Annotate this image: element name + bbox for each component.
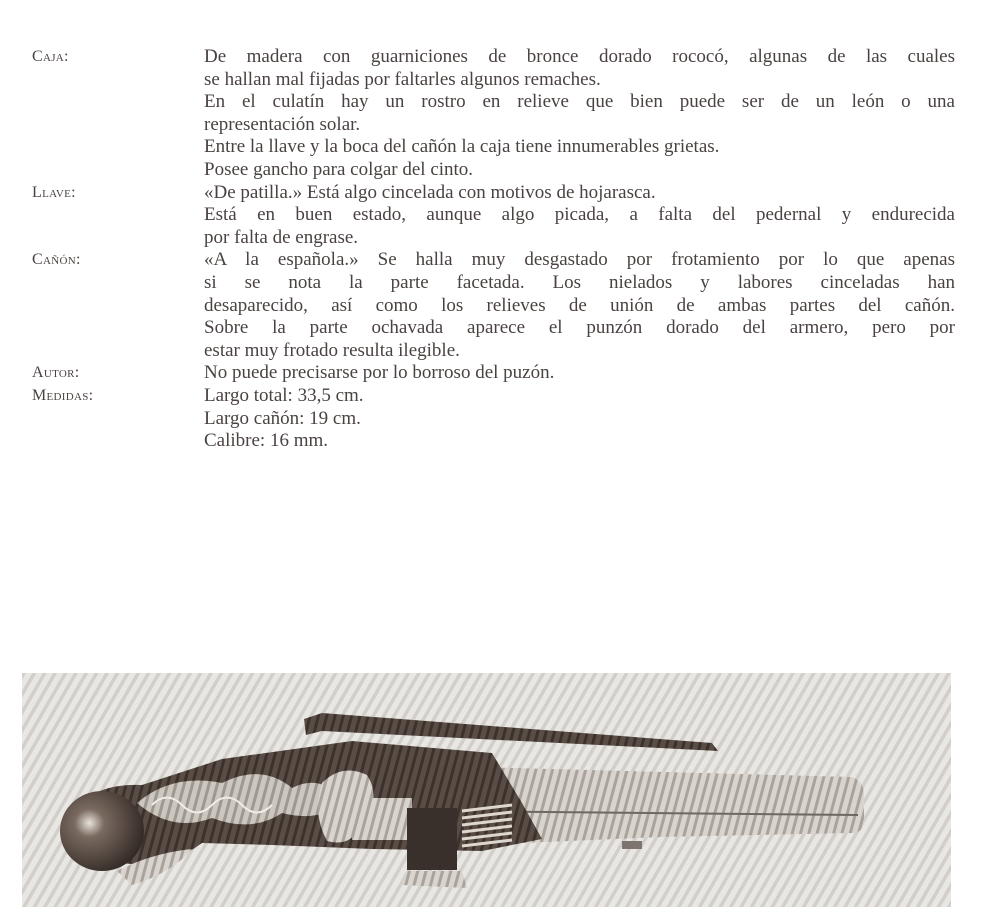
frizzen	[407, 808, 457, 870]
entry-label: Medidas:	[32, 386, 94, 404]
entry-line: Largo cañón: 19 cm.	[204, 407, 361, 429]
entry-line: se hallan mal fijadas por faltarles algunos remaches.	[204, 68, 601, 90]
entry-line: Calibre: 16 mm.	[204, 430, 329, 452]
entry-line: si se nota la parte facetada. Los nielados y labores cinceladas han	[204, 271, 955, 293]
pistol-illustration	[22, 673, 951, 907]
entry-medidas	[0, 385, 982, 453]
entry-line: De madera con guarniciones de bronce dorado rococó, algunas de las cuales	[204, 46, 955, 67]
entry-line: por falta de engrase.	[204, 226, 359, 248]
entry-line: desaparecido, así como los relieves de unión de ambas partes del cañón.	[204, 294, 955, 316]
entry-label: Llave:	[32, 183, 76, 201]
entry-line: Entre la llave y la boca del cañón la caja tiene innumerables grietas.	[204, 136, 720, 158]
catalog-entries	[0, 46, 982, 453]
entry-label: Caja:	[32, 48, 69, 65]
entry-line: estar muy frotado resulta ilegible.	[204, 339, 460, 361]
entry-line: Está en buen estado, aunque algo picada, a falta del pedernal y endurecida	[204, 204, 955, 226]
entry-line: En el culatín hay un rostro en relieve que bien puede ser de un león o una	[204, 91, 955, 113]
entry-line: No puede precisarse por lo borroso del puzón.	[204, 362, 555, 384]
entry-body	[204, 46, 955, 182]
belt-hook	[622, 841, 642, 849]
entry-label: Autor:	[32, 364, 80, 382]
entry-body	[204, 182, 955, 250]
entry-llave	[0, 182, 982, 250]
entry-line: Sobre la parte ochavada aparece el punzón dorado del armero, pero por	[204, 317, 955, 339]
entry-canon	[0, 249, 982, 362]
pistol-photograph	[22, 673, 951, 907]
entry-label: Cañón:	[32, 251, 81, 269]
entry-line: «A la española.» Se halla muy desgastado por frotamiento por lo que apenas	[204, 249, 955, 271]
pommel-cap	[60, 791, 144, 871]
entry-caja	[0, 46, 982, 182]
entry-autor	[0, 362, 982, 385]
entry-line: representación solar.	[204, 113, 361, 135]
entry-line: Largo total: 33,5 cm.	[204, 384, 364, 406]
entry-body	[204, 249, 955, 362]
entry-body	[204, 362, 955, 385]
entry-line: «De patilla.» Está algo cincelada con motivos de hojarasca.	[204, 181, 656, 203]
entry-body	[204, 385, 955, 453]
lock-plate	[352, 798, 412, 840]
entry-line: Posee gancho para colgar del cinto.	[204, 158, 474, 180]
